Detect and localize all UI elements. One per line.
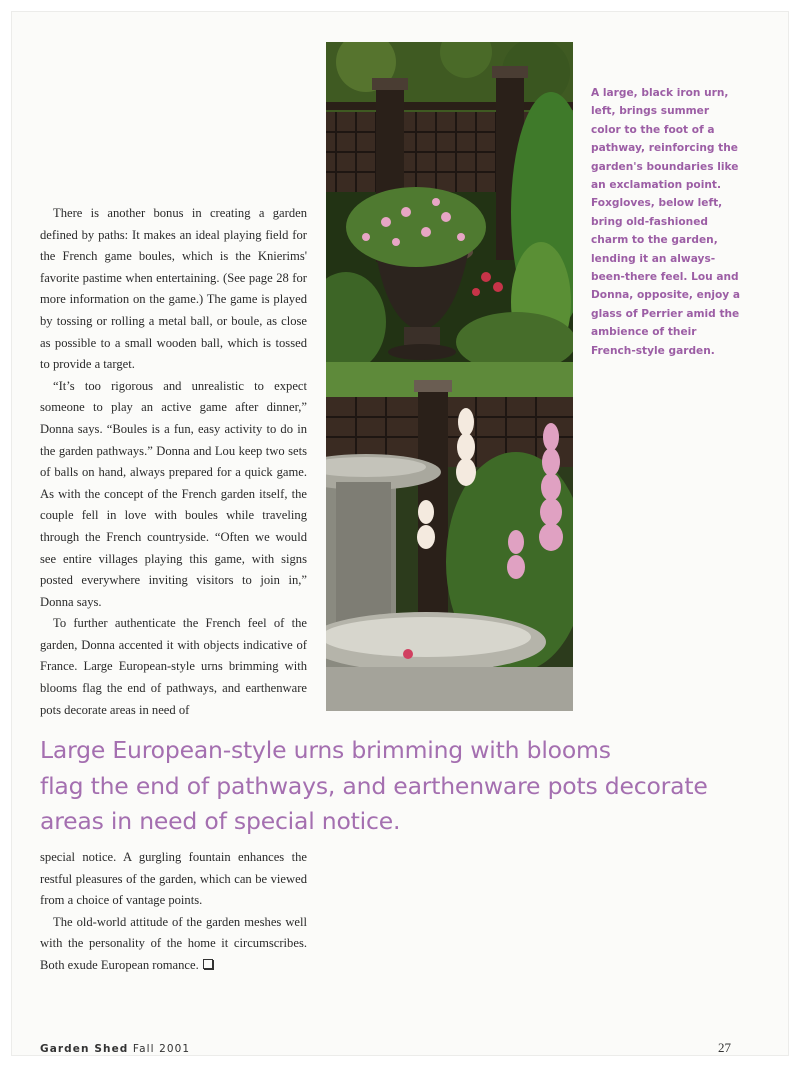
publication-name: Garden Shed (40, 1043, 129, 1055)
article-paragraph-5-text: The old-world attitude of the garden meshes well with the personality of the home it circumscribes. Both exude European romance. (40, 914, 307, 972)
pull-quote-line-1: Large European-style urns brimming with blooms (40, 736, 611, 764)
pull-quote (40, 733, 740, 840)
pull-quote-line-3: areas in need of special notice. (40, 807, 401, 835)
garden-photos (326, 42, 573, 711)
pull-quote-line-2: flag the end of pathways, and earthenware pots decorate (40, 771, 708, 800)
photo-caption: A large, black iron urn, left, brings summer color to the foot of a pathway, reinforcing the garden's boundaries like an exclamation point. Foxgloves, below left, bring old-fashioned charm to the garden, lending it an always-been-there feel. Lou and Donna, opposite, enjoy a glass of Perrier amid the ambience of their French-style garden. (591, 87, 741, 357)
article-body-top (40, 203, 307, 721)
footer-publication (40, 1043, 190, 1055)
foxglove-fountain-photo (326, 362, 573, 711)
end-mark-icon (203, 959, 213, 969)
article-paragraph-2: “It’s too rigorous and unrealistic to expect someone to play an active game after dinner,” Donna says. “Boules is a fun, easy activity to do in the garden pathways.” Donna and Lou keep two sets of balls on hand, always prepared for a quick game. As with the concept of the French garden itself, the couple fell in love with boules while traveling through the French countryside. “Often we would see entire villages playing this game, with signs posted everywhere inviting visitors to join in,” Donna says. (40, 378, 307, 609)
garden-photo-stack (326, 42, 573, 711)
article-paragraph-5 (40, 912, 307, 977)
urn-photo (326, 42, 573, 372)
article-body-bottom (40, 847, 307, 977)
page-number: 27 (718, 1040, 731, 1055)
article-paragraph-3: To further authenticate the French feel of the garden, Donna accented it with objects indicative of France. Large European-style urns brimming with blooms flag the end of pathways, and earthenware pots decorate areas in need of (40, 616, 307, 717)
article-paragraph-1: There is another bonus in creating a garden defined by paths: It makes an ideal playing field for the French game boules, which is the Knierims' favorite pastime when entertaining. (See page 28 for more information on the game.) The game is played by tossing or rolling a metal ball, or boule, as close as possible to a small wooden ball, which is tossed to provide a target. (40, 206, 307, 372)
article-paragraph-4: special notice. A gurgling fountain enhances the restful pleasures of the garden, which can be viewed from a choice of vantage points. (40, 850, 307, 908)
issue-date: Fall 2001 (132, 1043, 191, 1055)
